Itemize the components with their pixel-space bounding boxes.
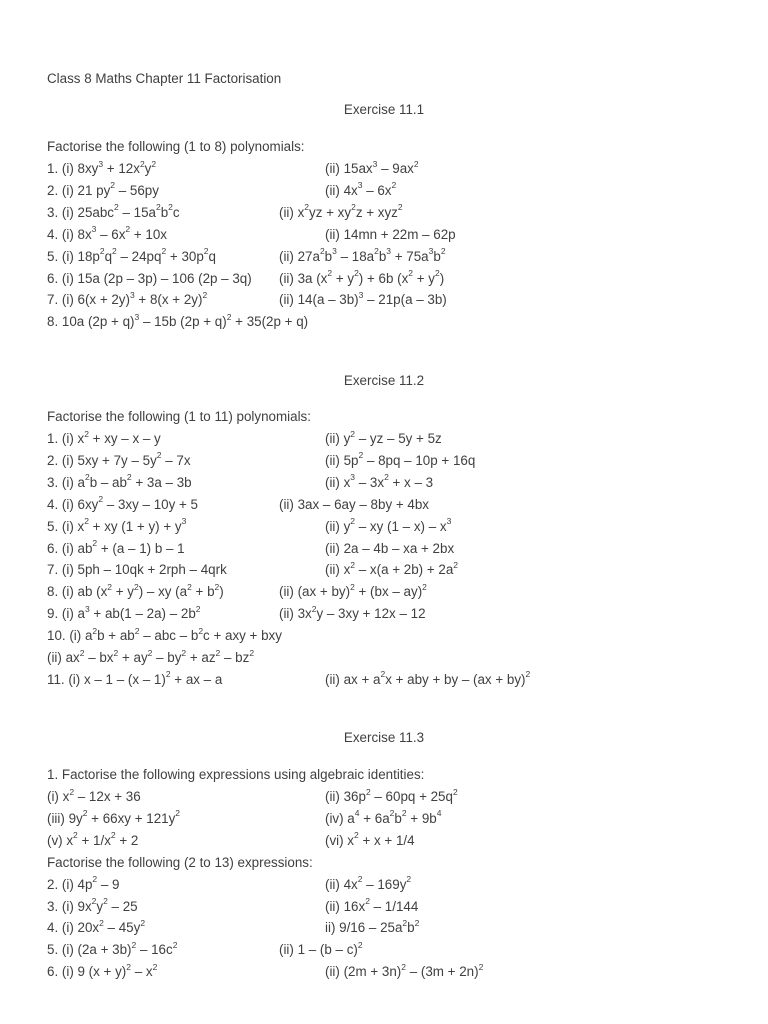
question-item: 8. (i) ab $(x^2 + y^2)$ – xy $(a^2 + b^2)$ (47, 581, 224, 600)
question-item-part-ii: (ii) $36p^2 - 60pq + 25q^2$ (325, 786, 458, 804)
exercise-instruction: Factorise the following (1 to 11) polynomials: (47, 409, 311, 424)
question-item: 4. (i) $20x^2 - 45y^2$ (47, 917, 146, 936)
question-item: 5. (i) $18p^2q^2 - 24pq^2 + 30p^2q$ (47, 246, 216, 264)
question-item-part-ii: (ii) $5p^2 - 8pq - 10p + 16q$ (325, 450, 476, 468)
question-item-part-ii: (ii) 2a – 4b – xa + 2bx (325, 540, 455, 556)
question-item: 7. (i) 5ph – 10qk + 2rph – 4qrk (47, 562, 227, 578)
question-item-part-ii: (ii) $3x^2y - 3xy + 12x - 12$ (279, 603, 426, 622)
question-item-part-ii: (ii) ax + $a^2x$ + aby + by – (ax + by)$^2$ (325, 669, 531, 687)
question-item-part-ii: (ii) $(2m + 3n)^2 - (3m + 2n)^2$ (325, 961, 484, 980)
question-item-part-ii: (ii) 3ax – 6ay – 8by + 4bx (279, 496, 429, 512)
question-item-part-ii: (ii) $16x^2 - 1/144$ (325, 896, 419, 914)
question-item: (i) $x^2 - 12x + 36$ (47, 786, 141, 804)
question-item-part-ii: (ii) $x^2 - x(a + 2b) + 2a^2$ (325, 559, 459, 578)
document-title: Class 8 Maths Chapter 11 Factorisation (47, 71, 282, 86)
exercise-heading: Exercise 11.2 (343, 373, 425, 388)
question-item: 2. (i) 21 $py^2 - 56py$ (47, 180, 159, 198)
question-item: 2. (i) $4p^2 - 9$ (47, 874, 120, 892)
question-item: 1. (i) $x^2$ + xy – x – y (47, 428, 161, 446)
question-item: 6. (i) 15a (2p – 3p) – 106 (2p – 3q) (47, 270, 252, 286)
question-item: (ii) $ax^2 - bx^2 + ay^2 - by^2 + az^2 - bz^2$ (47, 647, 255, 665)
question-item: 1. (i) $8xy^3 + 12x^2y^2$ (47, 158, 157, 176)
question-item: 8. 10a $(2p + q)^3 - 15b$ $(2p + q)^2 + 35(2p + q)$ (47, 311, 309, 330)
question-item-part-ii: (ii) 14(a – 3b)$^3$ – 21p(a – 3b) (279, 289, 447, 308)
question-item: 7. (i) $6(x + 2y)^3 + 8(x + 2y)^2$ (47, 289, 208, 308)
question-item: Factorise the following (2 to 13) expressions: (47, 854, 313, 870)
question-item-part-ii: (iv) $a^4 + 6a^2b^2 + 9b^4$ (325, 808, 442, 826)
question-item-part-ii: ii) $9/16 - 25a^2b^2$ (325, 917, 420, 936)
question-item: 3. (i) $a^2b - ab^2 + 3a - 3b$ (47, 472, 192, 490)
question-item: 6. (i) 9 $(x + y)^2 - x^2$ (47, 961, 158, 980)
question-item: 5. (i) $(2a + 3b)^2 - 16c^2$ (47, 939, 178, 958)
question-item-part-ii: (ii) (ax + by)$^2$ + (bx – ay)$^2$ (279, 581, 427, 600)
question-item: 5. (i) $x^2$ + xy $(1 + y) + y^3$ (47, 516, 187, 534)
question-item-part-ii: (ii) $27a^2b^3 - 18a^2b^3 + 75a^3b^2$ (279, 246, 446, 264)
exercise-instruction: 1. Factorise the following expressions using algebraic identities: (47, 767, 425, 782)
question-item: 4. (i) $8x^3 - 6x^2 + 10x$ (47, 224, 168, 242)
question-item: 11. (i) x – 1 – (x – 1)$^2$ + ax – a (47, 669, 223, 687)
exercise-heading: Exercise 11.3 (343, 730, 425, 745)
question-item: (v) $x^2 + 1/x^2 + 2$ (47, 830, 139, 848)
exercise-instruction: Factorise the following (1 to 8) polynomials: (47, 139, 305, 154)
question-item: 3. (i) $25abc^2 - 15a^2b^2c$ (47, 202, 180, 220)
question-item: 9. (i) $a^3 + ab(1 - 2a) - 2b^2$ (47, 603, 201, 622)
question-item-part-ii: (ii) $x^3 - 3x^2 + x - 3$ (325, 472, 434, 490)
question-item: 6. (i) $ab^2 + (a - 1)$ b – 1 (47, 538, 185, 556)
question-item-part-ii: (ii) $y^2$ – yz – 5y + 5z (325, 428, 442, 446)
question-item-part-ii: (ii) $15ax^3 - 9ax^2$ (325, 158, 419, 176)
question-item-part-ii: (ii) $4x^3 - 6x^2$ (325, 180, 397, 198)
question-item-part-ii: (ii) 14mn + 22m – 62p (325, 226, 456, 242)
question-item: 10. (i) $a^2b + ab^2$ – abc – $b^2c$ + axy + bxy (47, 625, 282, 644)
question-item: 3. (i) $9x^2y^2 - 25$ (47, 896, 138, 914)
question-item: 2. (i) $5xy + 7y - 5y^2 - 7x$ (47, 450, 191, 468)
question-item: (iii) $9y^2 + 66xy + 121y^2$ (47, 808, 181, 826)
question-item-part-ii: (ii) $y^2$ – xy $(1 - x) - x^3$ (325, 516, 452, 534)
question-item: 4. (i) $6xy^2 - 3xy - 10y + 5$ (47, 494, 198, 512)
question-item-part-ii: (vi) $x^2 + x + 1/4$ (325, 830, 415, 848)
question-item-part-ii: (ii) $x^2yz + xy^2z + xyz^2$ (279, 202, 403, 220)
question-item-part-ii: (ii) 1 – (b – c)$^2$ (279, 939, 363, 958)
question-item-part-ii: (ii) 3a $(x^2 + y^2) + 6b$ $(x^2 + y^2)$ (279, 268, 445, 286)
question-item-part-ii: (ii) $4x^2 - 169y^2$ (325, 874, 412, 892)
exercise-heading: Exercise 11.1 (343, 102, 425, 117)
